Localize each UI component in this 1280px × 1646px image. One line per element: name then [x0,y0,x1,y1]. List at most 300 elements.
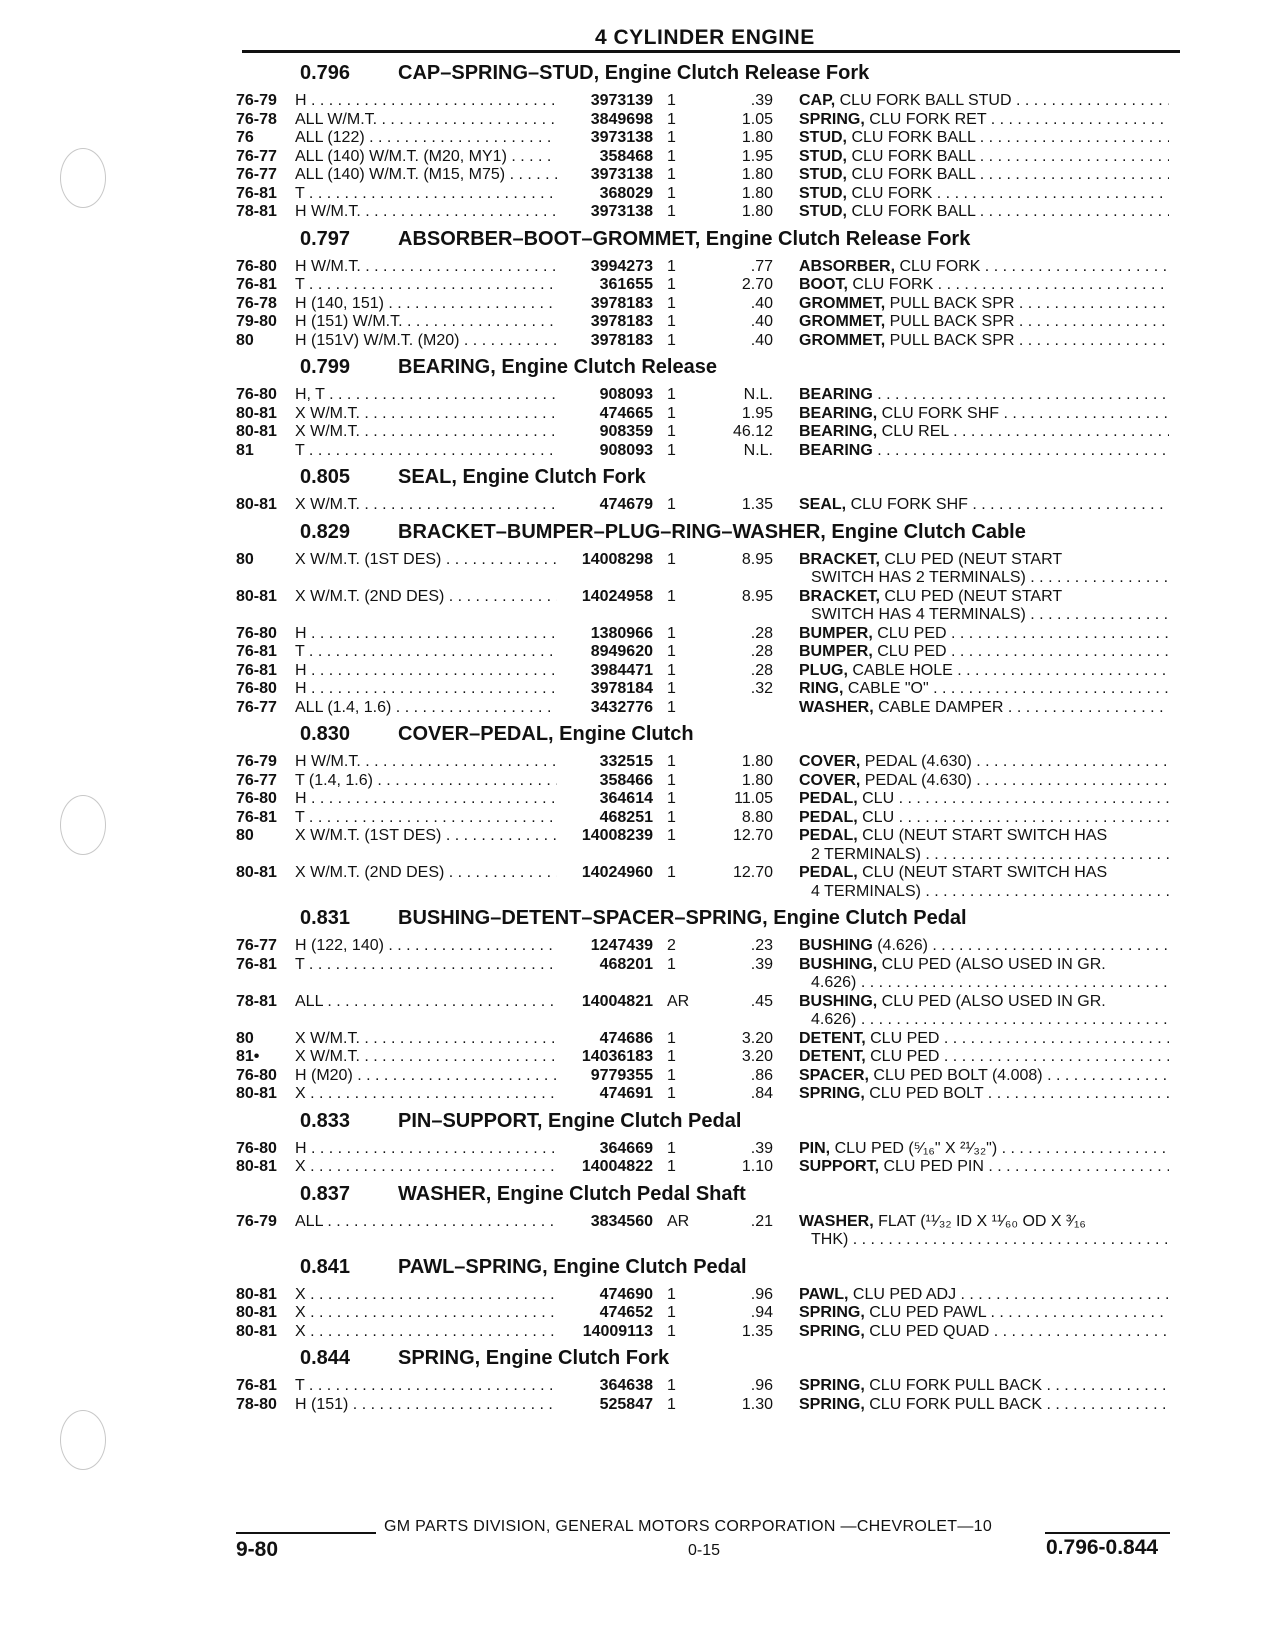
part-row [236,203,1184,222]
description-keyword: PEDAL, [799,808,858,826]
part-description [773,442,1169,461]
part-description [773,1030,1169,1049]
description-line [799,1140,1169,1159]
description-line [799,1286,1169,1305]
part-row [236,993,1184,1030]
model-years: 76-79 [236,753,277,770]
list-price: 8.95 [741,550,773,568]
description-line [799,1304,1169,1323]
model-years: 80 [236,1029,254,1047]
group-number: 0.844 [300,1347,351,1369]
description-line [799,295,1169,314]
part-number: 908359 [599,423,653,440]
quantity: 1 [667,203,676,220]
list-price: 8.80 [741,808,773,826]
section-heading [236,1110,1184,1140]
part-number: 3973138 [590,166,653,183]
quantity: 1 [667,1377,676,1394]
quantity: 1 [667,1139,676,1157]
part-description [773,680,1169,699]
model-application: H (122, 140) . . . [295,937,557,956]
description-keyword: WASHER, [799,698,874,716]
description-line [799,332,1169,351]
description-keyword: PEDAL, [799,827,858,844]
part-number: 3432776 [590,698,653,716]
part-description [773,753,1169,772]
description-line [799,772,1169,791]
part-description [773,276,1169,295]
model-years: 76-77 [236,147,277,165]
model-application: T . . . [295,442,557,461]
model-years: 80-81 [236,1322,277,1340]
part-description [773,1213,1169,1250]
model-application: H (151V) W/M.T. (M20) . . . [295,332,557,351]
part-row [236,185,1184,204]
description-line [799,313,1169,332]
part-number: 468201 [599,955,653,973]
model-application: T . . . [295,1377,557,1396]
description-text: CLU PED BOLT [864,1085,984,1102]
list-price: 12.70 [732,827,773,844]
description-line [799,827,1169,846]
part-row [236,699,1184,718]
description-keyword: BUSHING, [799,955,878,973]
model-years: 80-81 [236,1085,277,1102]
group-title: BUSHING–DETENT–SPACER–SPRING, Engine Clutch Pedal [398,907,967,929]
punch-hole-decoration [60,795,106,855]
list-price: 46.12 [732,423,773,440]
part-row [236,405,1184,424]
quantity: 1 [667,257,676,275]
description-text: CLU FORK SHF [877,404,1000,422]
description-line [799,551,1169,570]
part-row [236,129,1184,148]
list-price: 1.80 [741,129,773,146]
part-number: 3973139 [590,92,653,109]
description-keyword: ABSORBER, [799,257,896,275]
description-keyword: PAWL, [799,1285,849,1303]
quantity: 1 [667,441,676,459]
description-line [799,993,1169,1012]
description-line [799,386,1169,405]
model-application: T . . . [295,809,557,828]
part-description [773,790,1169,809]
list-price: .39 [750,955,773,973]
list-price: N.L. [743,386,773,403]
part-description [773,129,1169,148]
part-row [236,1067,1184,1086]
list-price: .45 [750,992,773,1010]
description-line [799,111,1169,130]
part-row [236,1048,1184,1067]
description-line [799,1085,1169,1104]
description-keyword: DETENT, [799,1048,866,1065]
list-price: .28 [750,643,773,660]
part-row [236,1304,1184,1323]
model-years: 76-78 [236,110,277,128]
model-years: 80-81 [236,1285,277,1303]
description-continuation: THK) . . . [799,1231,1169,1250]
description-text: CLU FORK RET [864,110,987,128]
part-number: 3973138 [590,129,653,146]
list-price: 12.70 [732,864,773,881]
description-keyword: SPRING, [799,1377,865,1394]
description-text: CLU PED [865,1048,940,1065]
description-text: CABLE "O" [843,680,929,697]
part-number: 14036183 [581,1048,653,1065]
group-title: ABSORBER–BOOT–GROMMET, Engine Clutch Release Fork [398,227,971,250]
list-price: 1.10 [741,1158,773,1175]
description-line [799,423,1169,442]
part-description [773,772,1169,791]
list-price: .86 [750,1066,773,1084]
description-text: CLU PED (ALSO USED IN GR. [877,992,1106,1010]
model-years: 76-80 [236,680,277,697]
list-price: 1.80 [741,184,773,202]
quantity: 1 [667,1395,676,1413]
list-price: 1.80 [741,203,773,220]
section-heading [236,521,1184,551]
parts-listing [236,62,1184,1420]
part-row [236,1396,1184,1415]
part-row [236,956,1184,993]
parts-section [236,1110,1184,1177]
description-continuation: 2 TERMINALS) . . . [799,846,1169,865]
parts-section [236,1256,1184,1342]
model-years: 80-81 [236,1304,277,1321]
footer-group-range: 0.796-0.844 [1046,1536,1159,1559]
part-row [236,1158,1184,1177]
model-years: 79-80 [236,313,277,330]
description-line [799,258,1169,277]
list-price: 2.70 [741,276,773,293]
model-application: T . . . [295,185,557,204]
part-row [236,864,1184,901]
description-keyword: SPRING, [799,1395,865,1413]
group-title: PAWL–SPRING, Engine Clutch Pedal [398,1255,747,1278]
part-number: 3994273 [590,257,653,275]
part-number: 908093 [599,386,653,403]
part-row [236,1085,1184,1104]
group-number: 0.805 [300,466,351,488]
description-line [799,166,1169,185]
model-years: 80-81 [236,423,277,440]
section-heading [236,466,1184,496]
part-description [773,1067,1169,1086]
description-keyword: COVER, [799,753,861,770]
description-line [799,1048,1169,1067]
part-row [236,111,1184,130]
model-years: 80 [236,827,254,844]
quantity: 1 [667,827,676,844]
quantity: 1 [667,1322,676,1340]
description-text: CLU PED QUAD [864,1322,990,1340]
list-price: N.L. [743,441,773,459]
part-number: 3849698 [590,110,653,128]
description-text: CLU PED PAWL [864,1304,987,1321]
description-line [799,864,1169,883]
model-years: 76-81 [236,276,277,293]
model-application: X . . . [295,1304,557,1323]
model-application: X W/M.T. . . . [295,405,557,424]
description-keyword: BEARING [799,441,873,459]
model-years: 76-80 [236,257,277,275]
part-number: 14024960 [581,864,653,881]
part-description [773,1377,1169,1396]
part-number: 364638 [599,1377,653,1394]
model-years: 80-81 [236,587,277,605]
description-keyword: STUD, [799,203,847,220]
list-price: 1.80 [741,753,773,770]
part-description [773,1158,1169,1177]
part-description [773,699,1169,718]
model-years: 76-77 [236,937,277,954]
description-line [799,1067,1169,1086]
part-description [773,332,1169,351]
part-number: 368029 [599,184,653,202]
model-years: 81• [236,1048,260,1065]
model-application: X W/M.T. . . . [295,496,557,515]
group-title: SEAL, Engine Clutch Fork [398,466,646,488]
part-description [773,993,1169,1030]
part-number: 14004821 [581,992,653,1010]
model-years: 76-80 [236,1066,277,1084]
group-number: 0.829 [300,520,351,543]
part-description [773,1286,1169,1305]
section-heading [236,907,1184,937]
part-row [236,386,1184,405]
quantity: 1 [667,643,676,660]
part-row [236,551,1184,588]
parts-section [236,1347,1184,1414]
list-price: .28 [750,661,773,679]
part-row [236,1323,1184,1342]
description-text: CLU (NEUT START SWITCH HAS [857,827,1108,844]
part-description [773,1304,1169,1323]
description-keyword: DETENT, [799,1029,866,1047]
description-text: CLU PED PIN [879,1158,984,1175]
part-number: 8949620 [590,643,653,660]
description-text: CLU (NEUT START SWITCH HAS [857,864,1108,881]
list-price: 1.80 [741,771,773,789]
quantity: 2 [667,937,676,954]
description-text: CLU FORK SHF [846,496,968,513]
part-number: 474690 [599,1285,653,1303]
description-text: CLU FORK BALL [847,129,976,146]
part-number: 468251 [599,808,653,826]
group-title: WASHER, Engine Clutch Pedal Shaft [398,1182,746,1205]
description-line [799,643,1169,662]
part-description [773,662,1169,681]
model-years: 80 [236,331,254,349]
list-price: 3.20 [741,1029,773,1047]
group-title: COVER–PEDAL, Engine Clutch [398,723,694,745]
parts-section [236,62,1184,222]
description-text: CABLE DAMPER [873,698,1004,716]
quantity: 1 [667,331,676,349]
model-years: 76-81 [236,1377,277,1394]
group-title: BRACKET–BUMPER–PLUG–RING–WASHER, Engine Clutch Cable [398,520,1026,543]
model-years: 76 [236,129,254,146]
description-keyword: PEDAL, [799,864,858,881]
part-number: 3834560 [590,1212,653,1230]
model-application: X W/M.T. (1ST DES) . . . [295,827,557,864]
page-title: 4 CYLINDER ENGINE [595,26,815,49]
model-years: 76-81 [236,643,277,660]
description-line [799,680,1169,699]
model-application: H W/M.T. . . . [295,258,557,277]
part-row [236,442,1184,461]
list-price: .40 [750,313,773,330]
description-line [799,203,1169,222]
model-application: H . . . [295,1140,557,1159]
part-row [236,423,1184,442]
description-text: CLU FORK [847,276,934,293]
model-application: X . . . [295,1323,557,1342]
model-application: X W/M.T. . . . [295,1048,557,1067]
parts-section [236,723,1184,901]
quantity: 1 [667,404,676,422]
list-price: 3.20 [741,1048,773,1065]
quantity: 1 [667,790,676,807]
description-keyword: STUD, [799,184,847,202]
quantity: 1 [667,423,676,440]
part-number: 14008239 [581,827,653,844]
description-keyword: BUMPER, [799,624,873,642]
description-keyword: SPRING, [799,110,865,128]
parts-section [236,521,1184,718]
group-number: 0.796 [300,62,351,84]
description-text: CLU FORK [847,184,933,202]
model-years: 81 [236,441,254,459]
description-line [799,148,1169,167]
description-keyword: BUMPER, [799,643,873,660]
model-years: 76-80 [236,386,277,403]
description-keyword: BOOT, [799,276,848,293]
description-text: CLU PED ADJ [848,1285,957,1303]
model-years: 76-81 [236,955,277,973]
part-number: 3978183 [590,313,653,330]
quantity: 1 [667,550,676,568]
section-heading [236,1256,1184,1286]
parts-section [236,356,1184,460]
list-price [715,699,773,718]
description-line [799,129,1169,148]
quantity: 1 [667,808,676,826]
description-text: PULL BACK SPR [885,331,1015,349]
part-description [773,1323,1169,1342]
part-row [236,496,1184,515]
group-number: 0.833 [300,1109,351,1132]
quantity: 1 [667,496,676,513]
part-row [236,1377,1184,1396]
model-application: H, T . . . [295,386,557,405]
description-text: CLU PED (NEUT START [879,587,1063,605]
model-application: H . . . [295,662,557,681]
quantity: 1 [667,864,676,881]
description-keyword: STUD, [799,129,847,146]
model-application: ALL (140) W/M.T. (M15, M75) . . . [295,166,557,185]
description-line [799,185,1169,204]
model-application: H (M20) . . . [295,1067,557,1086]
list-price: 1.30 [741,1395,773,1413]
part-row [236,588,1184,625]
description-continuation: SWITCH HAS 4 TERMINALS) . . . [799,606,1169,625]
part-row [236,753,1184,772]
part-number: 14024958 [581,587,653,605]
description-keyword: BEARING [799,386,873,403]
part-row [236,680,1184,699]
parts-section [236,907,1184,1104]
part-number: 364614 [599,790,653,807]
description-line [799,1158,1169,1177]
punch-hole-decoration [60,1410,106,1470]
part-row [236,937,1184,956]
part-number: 3984471 [590,661,653,679]
quantity: 1 [667,386,676,403]
footer-date: 9-80 [236,1538,279,1561]
description-keyword: PLUG, [799,661,848,679]
description-line [799,790,1169,809]
description-continuation: 4.626) . . . [799,1011,1169,1030]
part-number: 358468 [599,147,653,165]
part-number: 361655 [599,276,653,293]
quantity: AR [667,1212,690,1230]
section-heading [236,723,1184,753]
part-description [773,295,1169,314]
model-years: 80-81 [236,1158,277,1175]
quantity: 1 [667,955,676,973]
model-years: 78-80 [236,1395,277,1413]
part-row [236,92,1184,111]
description-continuation: SWITCH HAS 2 TERMINALS) . . . [799,569,1169,588]
quantity: 1 [667,1158,676,1175]
model-years: 78-81 [236,992,277,1010]
model-years: 76-79 [236,1212,277,1230]
model-years: 76-81 [236,661,277,679]
description-text: CLU [857,790,895,807]
group-number: 0.830 [300,723,351,745]
description-line [799,1323,1169,1342]
model-application: ALL (1.4, 1.6) . . . [295,699,557,718]
description-keyword: PEDAL, [799,790,858,807]
list-price: .77 [750,257,773,275]
description-line [799,809,1169,828]
model-application: H (151) W/M.T. . . . [295,313,557,332]
group-number: 0.841 [300,1255,351,1278]
part-number: 9779355 [590,1066,653,1084]
list-price: .96 [750,1377,773,1394]
description-text: CLU FORK BALL STUD [835,92,1012,109]
part-description [773,625,1169,644]
model-years: 76-81 [236,808,277,826]
description-line [799,1213,1169,1232]
model-application: T . . . [295,276,557,295]
list-price: 8.95 [741,587,773,605]
model-application: X . . . [295,1085,557,1104]
description-keyword: SPRING, [799,1304,865,1321]
model-application: ALL (122) . . . [295,129,557,148]
description-line [799,956,1169,975]
part-row [236,790,1184,809]
part-number: 3978183 [590,294,653,312]
part-row [236,332,1184,351]
description-keyword: GROMMET, [799,294,886,312]
part-number: 364669 [599,1139,653,1157]
part-number: 14004822 [581,1158,653,1175]
part-row [236,148,1184,167]
description-keyword: BUSHING [799,937,873,954]
